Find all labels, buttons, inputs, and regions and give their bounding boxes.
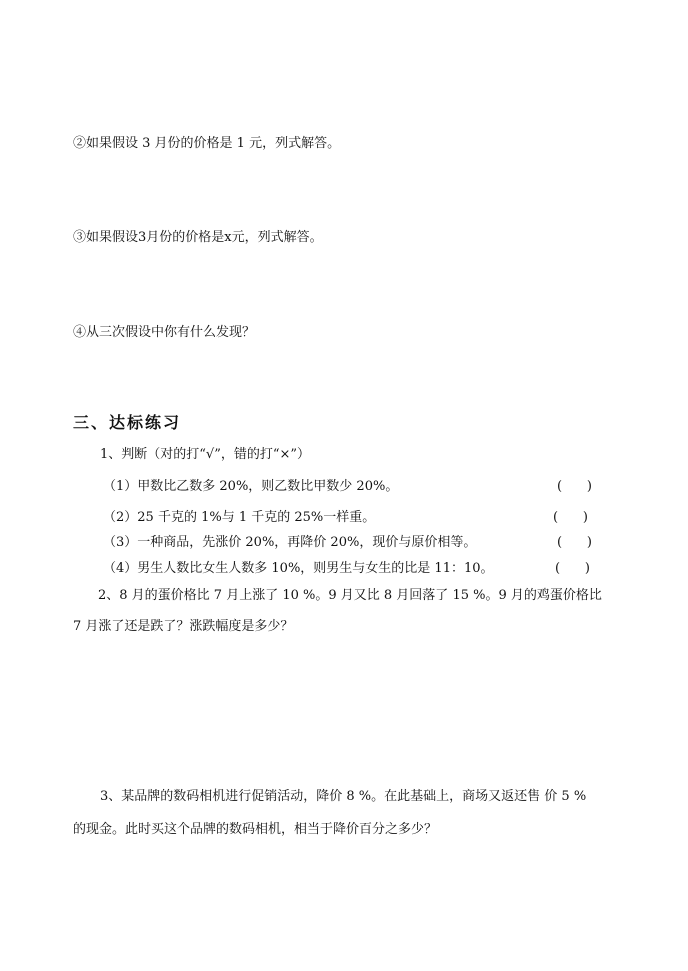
judge-blank-4: ( ) xyxy=(555,561,590,576)
judge-item-1: （1）甲数比乙数多 20%，则乙数比甲数少 20%。 xyxy=(103,479,399,494)
judge-item-4: （4）男生人数比女生人数多 10%，则男生与女生的比是 11：10。 xyxy=(103,561,494,576)
judge-blank-3: ( ) xyxy=(557,535,592,550)
question-2: ②如果假设 3 月份的价格是 1 元，列式解答。 xyxy=(73,136,341,151)
question-3: ③如果假设3月份的价格是x元，列式解答。 xyxy=(73,230,323,245)
section-title: 三、达标练习 xyxy=(73,413,182,432)
problem-3-line-2: 的现金。此时买这个品牌的数码相机，相当于降价百分之多少？ xyxy=(73,822,438,837)
problem-2-line-2: 7 月涨了还是跌了？涨跌幅度是多少？ xyxy=(73,619,294,634)
judge-intro: 1、判断（对的打“√”，错的打“×”） xyxy=(100,447,311,462)
judge-item-3: （3）一种商品，先涨价 20%，再降价 20%，现价与原价相等。 xyxy=(103,535,477,550)
question-4: ④从三次假设中你有什么发现？ xyxy=(73,325,256,340)
problem-2-line-1: 2、8 月的蛋价格比 7 月上涨了 10 %。9 月又比 8 月回落了 15 %。9 月的鸡蛋价格比 xyxy=(98,588,602,603)
judge-blank-1: ( ) xyxy=(557,479,592,494)
judge-blank-2: ( ) xyxy=(553,510,588,525)
judge-item-2: （2）25 千克的 1%与 1 千克的 25%一样重。 xyxy=(103,510,376,525)
problem-3-line-1: 3、某品牌的数码相机进行促销活动，降价 8 %。在此基础上，商场又返还售 价 5 % xyxy=(100,789,587,804)
